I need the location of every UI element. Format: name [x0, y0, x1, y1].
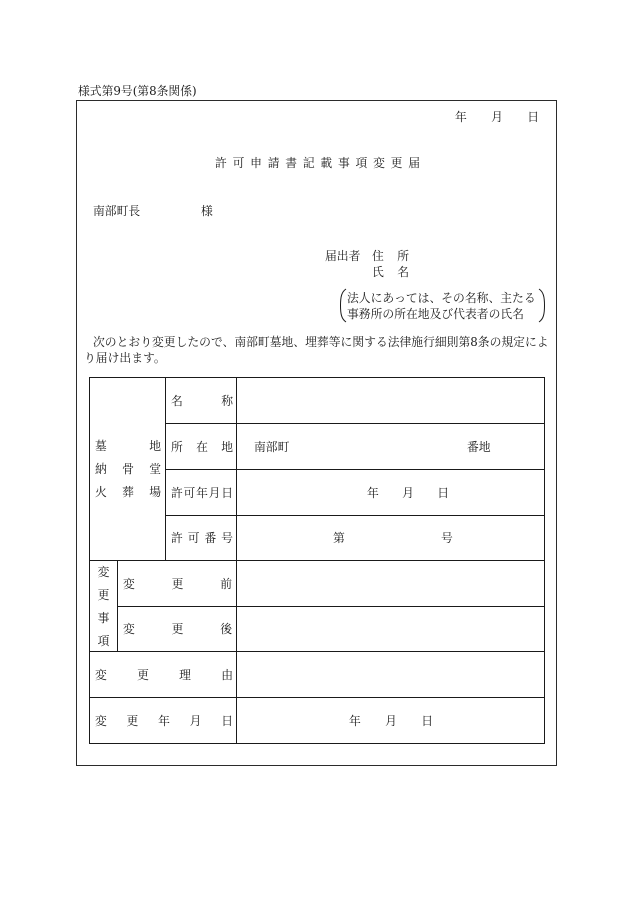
change-notification-table — [89, 377, 545, 744]
location-value-field — [237, 424, 544, 469]
applicant-label: 届出者 — [325, 249, 361, 263]
permit-date-units — [367, 486, 449, 500]
permit-number-label-cell — [166, 516, 236, 560]
permit-date-label-cell — [166, 470, 236, 515]
change-date-value-field — [237, 698, 544, 743]
after-change-value-field — [237, 607, 544, 651]
permit-number-prefix: 第 — [333, 531, 345, 545]
applicant-name-label: 氏 名 — [372, 265, 409, 279]
location-lot-suffix: 番地 — [467, 439, 491, 454]
before-label-cell — [118, 561, 236, 606]
permit-date-label: 許 可 年 月 日 — [171, 485, 233, 500]
change-items-cell — [90, 561, 117, 651]
change-date-units — [349, 714, 433, 728]
change-date-label-cell — [90, 698, 236, 743]
facility-type-cell — [90, 378, 165, 560]
change-date-label: 変 更 年 月 日 — [95, 713, 233, 728]
addressee-name: 南部町長 — [93, 204, 141, 218]
facility-type-ossuary: 納 骨 堂 — [95, 462, 161, 476]
submission-date — [455, 110, 539, 124]
permit-date-month-unit: 月 — [402, 485, 414, 500]
submission-date-year-unit: 年 — [455, 110, 467, 124]
permit-date-day-unit: 日 — [437, 485, 449, 500]
corporate-note-line-1: 法人にあっては、その名称、主たる — [347, 291, 536, 305]
change-date-day-unit: 日 — [421, 713, 433, 728]
applicant-address-label: 住 所 — [372, 249, 409, 263]
location-town: 南部町 — [254, 439, 290, 454]
change-reason-value-field — [237, 652, 544, 697]
facility-type-crematorium: 火 葬 場 — [95, 485, 161, 499]
location-label-cell — [166, 424, 236, 469]
left-bracket — [339, 288, 347, 323]
submission-date-day-unit: 日 — [527, 110, 539, 124]
name-label: 名 称 — [171, 393, 233, 408]
name-value-field — [237, 378, 544, 423]
form-title: 許 可 申 請 書 記 載 事 項 変 更 届 — [215, 156, 420, 170]
name-label-cell — [166, 378, 236, 423]
body-text-line-2: り届け出ます。 — [84, 351, 166, 365]
permit-number-suffix: 号 — [441, 531, 453, 545]
body-text-line-1: 次のとおり変更したので、南部町墓地、埋葬等に関する法律施行細則第8条の規定によ — [93, 335, 549, 349]
submission-date-month-unit: 月 — [491, 110, 503, 124]
permit-number-value-field — [237, 516, 544, 560]
corporate-note-line-2: 事務所の所在地及び代表者の氏名 — [347, 307, 524, 321]
permit-date-value-field — [237, 470, 544, 515]
right-bracket — [538, 288, 546, 323]
after-label-cell — [118, 607, 236, 651]
facility-type-cemetery: 墓 地 — [95, 439, 161, 453]
after-change-label: 変 更 後 — [123, 622, 232, 636]
addressee-honorific: 様 — [201, 204, 213, 218]
before-change-value-field — [237, 561, 544, 606]
before-change-label: 変 更 前 — [123, 576, 232, 591]
change-items-label: 変 更 事 項 — [97, 564, 110, 648]
change-date-year-unit: 年 — [349, 713, 361, 728]
reason-label-cell — [90, 652, 236, 697]
permit-number-label: 許 可 番 号 — [171, 531, 233, 545]
permit-date-year-unit: 年 — [367, 485, 379, 500]
change-date-month-unit: 月 — [385, 713, 397, 728]
change-reason-label: 変 更 理 由 — [95, 667, 233, 682]
location-label: 所 在 地 — [171, 439, 233, 454]
form-number: 様式第9号(第8条関係) — [78, 84, 197, 98]
